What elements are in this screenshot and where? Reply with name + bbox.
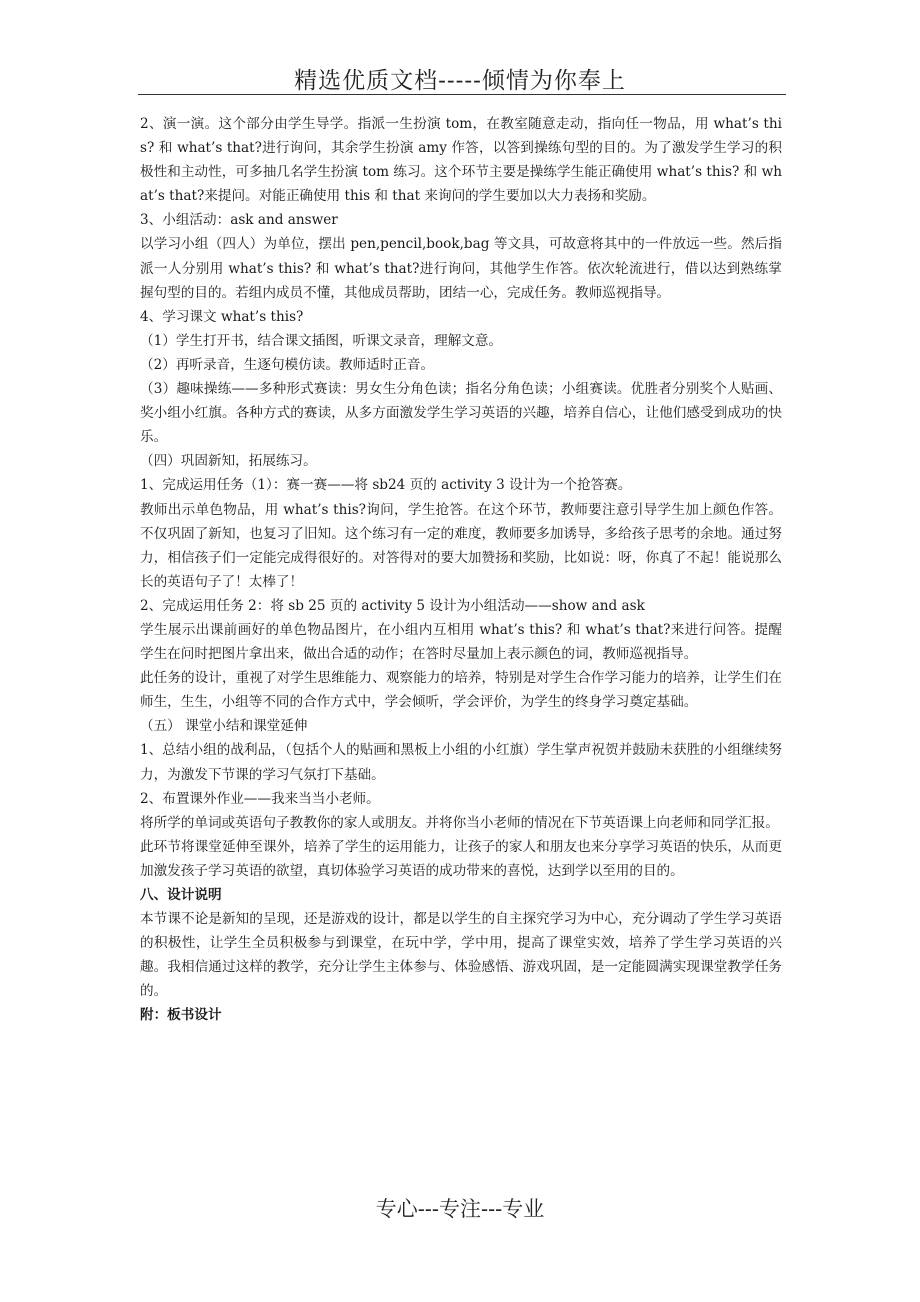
paragraph-design-notes: 本节课不论是新知的呈现，还是游戏的设计，都是以学生的自主探究学习为中心，充分调动了学生学习英语的积极性，让学生全员积极参与到课堂，在玩中学，学中用，提高了课堂实效，培养了学生学习英语的兴趣。我相信通过这样的教学，充分让学生主体参与、体验感悟、游戏巩固，是一定能圆满实现课堂教学任务的。: [140, 911, 782, 1000]
paragraph-step-3: （3）趣味操练——多种形式赛读：男女生分角色读；指名分角色读；小组赛读。优胜者分别奖个人贴画、奖小组小红旗。各种方式的赛读，从多方面激发学生学习英语的兴趣，培养自信心，让他们感受到成功的快乐。: [140, 381, 782, 446]
header-divider: [138, 94, 786, 95]
paragraph-summary-1: 1、总结小组的战利品，（包括个人的贴画和黑板上小组的小红旗）学生掌声祝贺并鼓励未获胜的小组继续努力，为激发下节课的学习气氛打下基础。: [140, 742, 782, 783]
paragraph-task-1-body: 教师出示单色物品，用 what’s this?询问，学生抢答。在这个环节，教师要注意引导学生加上颜色作答。不仅巩固了新知，也复习了旧知。这个练习有一定的难度，教师要多加诱导，多给孩子思考的余地。通过努力，相信孩子们一定能完成得很好的。对答得对的要大加赞扬和奖励，比如说：呀，你真了不起！能说那么长的英语句子了！太棒了！: [140, 501, 782, 590]
heading-board-design: 附：板书设计: [140, 1007, 222, 1024]
heading-design-notes: 八、设计说明: [140, 887, 222, 903]
heading-summary: （五） 课堂小结和课堂延伸: [140, 718, 308, 735]
paragraph-homework-rationale: 此环节将课堂延伸至课外，培养了学生的运用能力，让孩子的家人和朋友也来分享学习英语的快乐，从而更加激发孩子学习英语的欲望，真切体验学习英语的成功带来的喜悦，达到学以至用的目的。: [140, 838, 782, 879]
paragraph-task-2-body: 学生展示出课前画好的单色物品图片，在小组内互相用 what’s this? 和 what’s that?来进行问答。提醒学生在问时把图片拿出来，做出合适的动作；在答时尽量加上表示颜色的词，教师巡视指导。: [140, 621, 782, 663]
paragraph-group-activity: 以学习小组（四人）为单位，摆出 pen,pencil,book,bag 等文具，可故意将其中的一件放远一些。然后指派一人分别用 what’s this? 和 what’s that?进行询问，其他学生作答。依次轮流进行，借以达到熟练掌握句型的目的。若组内成员不懂，其他成员帮助，团结一心，完成任务。教师巡视指导。: [140, 236, 782, 301]
heading-group-activity: 3、小组活动：ask and answer: [140, 212, 338, 229]
paragraph-homework-title: 2、布置课外作业——我来当当小老师。: [140, 790, 380, 807]
heading-learn-text: 4、学习课文 what’s this?: [140, 308, 304, 325]
paragraph-task-1-title: 1、完成运用任务（1）：赛一赛——将 sb24 页的 activity 3 设计为一个抢答赛。: [140, 477, 632, 494]
document-body: [140, 112, 782, 1028]
page-header-title: 精选优质文档-----倾情为你奉上: [294, 68, 626, 94]
paragraph-task-2-rationale: 此任务的设计，重视了对学生思维能力、观察能力的培养，特别是对学生合作学习能力的培养，让学生们在师生，生生，小组等不同的合作方式中，学会倾听，学会评价，为学生的终身学习奠定基础。: [140, 670, 782, 711]
heading-consolidate: （四）巩固新知，拓展练习。: [140, 453, 317, 470]
paragraph-step-2: （2）再听录音，生逐句模仿读。教师适时正音。: [140, 356, 435, 373]
paragraph-task-2-title: 2、完成运用任务 2：将 sb 25 页的 activity 5 设计为小组活动——show and ask: [140, 597, 645, 614]
page-footer-text: 专心---专注---专业: [375, 1197, 545, 1221]
paragraph-step-1: （1）学生打开书，结合课文插图，听课文录音，理解文意。: [140, 332, 503, 349]
paragraph-homework-body: 将所学的单词或英语句子教教你的家人或朋友。并将你当小老师的情况在下节英语课上向老师和同学汇报。: [140, 814, 779, 831]
paragraph-act-it-out: 2、演一演。这个部分由学生导学。指派一生扮演 tom，在教室随意走动，指向任一物品，用 what’s this? 和 what’s that?进行询问，其余学生扮演 amy 作答，以答到操练句型的目的。为了激发学生学习的积极性和主动性，可多抽几名学生扮演 tom 练习。这个环节主要是操练学生能正确使用 what’s this? 和 what’s that?来提问。对能正确使用 this 和 that 来询问的学生要加以大力表扬和奖励。: [140, 116, 782, 205]
